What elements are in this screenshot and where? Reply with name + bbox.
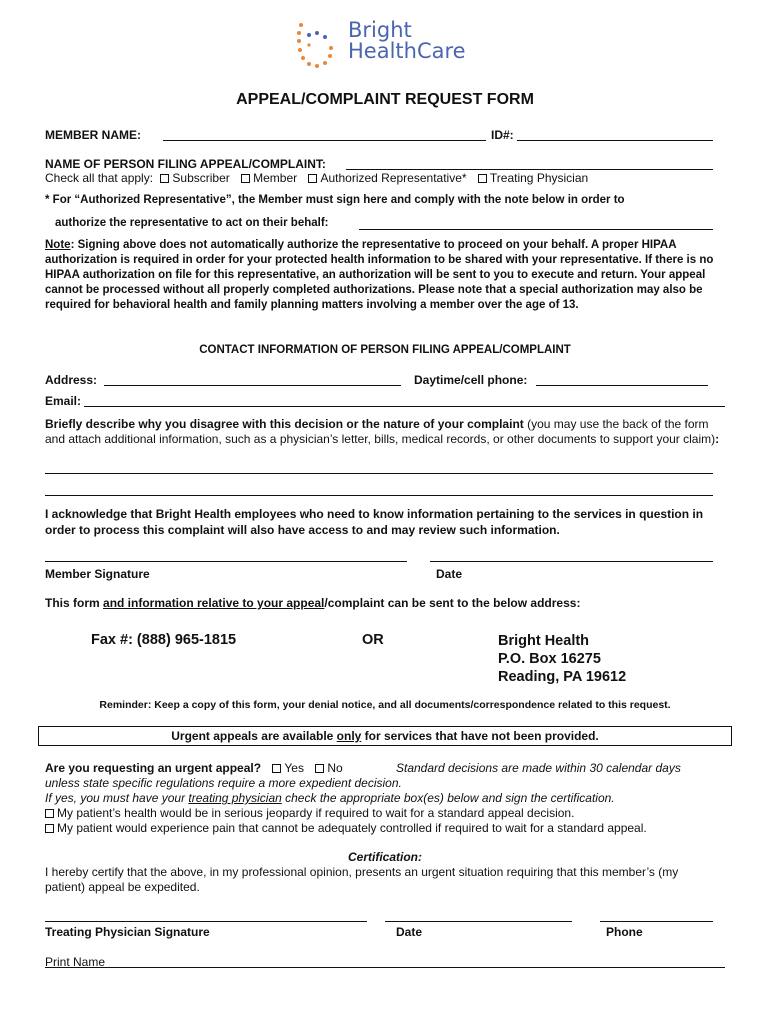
authorize-label: authorize the representative to act on their behalf: — [55, 217, 329, 229]
note-paragraph — [45, 238, 725, 313]
send-part1: This form — [45, 596, 104, 610]
certification-heading: Certification: — [347, 850, 422, 864]
checkbox-yes[interactable] — [272, 764, 281, 773]
send-instruction — [45, 596, 580, 610]
member-date-label: Date — [436, 567, 463, 581]
member-signature-field[interactable] — [45, 561, 407, 562]
urgent-question: Are you requesting an urgent appeal? — [45, 761, 262, 775]
urgent-option-2 — [45, 821, 647, 835]
member-name-field[interactable] — [163, 140, 486, 141]
option-member: Member — [253, 171, 298, 185]
logo-mark — [296, 22, 334, 68]
filer-checkboxes — [45, 171, 588, 185]
address-line-1: Bright Health — [498, 633, 590, 649]
physician-date-field[interactable] — [385, 921, 572, 922]
checkbox-pain[interactable] — [45, 824, 54, 833]
address-line-2: P.O. Box 16275 — [498, 651, 601, 667]
send-part3: /complaint can be sent to the below address: — [324, 596, 581, 610]
urgent-option-1 — [45, 806, 574, 820]
member-id-label: ID#: — [491, 128, 514, 142]
option-subscriber: Subscriber — [172, 171, 230, 185]
phone-label: Daytime/cell phone: — [414, 373, 528, 387]
physician-phone-label: Phone — [606, 925, 643, 939]
describe-bold: Briefly describe why you disagree with this decision or the nature of your complaint — [45, 417, 524, 431]
email-label: Email: — [45, 394, 82, 408]
check-all-label: Check all that apply: — [45, 171, 154, 185]
member-signature-label: Member Signature — [45, 567, 150, 581]
describe-end: : — [715, 432, 720, 446]
option-pain: My patient would experience pain that cannot be adequately controlled if required to wait for a standard appeal. — [57, 821, 647, 835]
reminder-text: Reminder: Keep a copy of this form, your denial notice, and all documents/correspondence related to this request. — [99, 699, 671, 711]
ifyes-part1: If yes, you must have your — [45, 791, 189, 805]
checkbox-subscriber[interactable] — [160, 174, 169, 183]
contact-heading: CONTACT INFORMATION OF PERSON FILING APPEAL/COMPLAINT — [199, 344, 571, 356]
phone-field[interactable] — [536, 385, 708, 386]
member-name-label: MEMBER NAME: — [45, 128, 141, 142]
or-label: OR — [362, 632, 384, 648]
urgent-notice-box — [38, 726, 732, 746]
filer-name-field[interactable] — [346, 169, 713, 170]
option-jeopardy: My patient’s health would be in serious jeopardy if required to wait for a standard appeal decision. — [57, 806, 575, 820]
authorized-rep-signature-field[interactable] — [359, 229, 713, 230]
describe-paragraph — [45, 417, 725, 447]
option-treating-physician: Treating Physician — [489, 171, 589, 185]
checkbox-jeopardy[interactable] — [45, 809, 54, 818]
describe-line-1[interactable] — [45, 473, 713, 474]
address-label: Address: — [45, 373, 98, 387]
no-label: No — [327, 761, 343, 775]
fax-number: Fax #: (888) 965-1815 — [91, 632, 237, 648]
standard-decision-text-1: Standard decisions are made within 30 calendar days — [396, 761, 681, 775]
ifyes-part2: treating physician — [188, 791, 282, 805]
print-name-label: Print Name — [45, 955, 106, 969]
checkbox-treating-physician[interactable] — [478, 174, 487, 183]
urgent-question-row — [45, 761, 343, 775]
urgent-part3: for services that have not been provided. — [361, 729, 599, 743]
logo-line1: Bright — [348, 18, 412, 42]
mailing-address — [498, 632, 626, 686]
address-field[interactable] — [104, 385, 401, 386]
physician-signature-field[interactable] — [45, 921, 367, 922]
standard-decision-text-2: unless state specific regulations require a more expedient decision. — [45, 776, 402, 790]
checkbox-authorized-representative[interactable] — [308, 174, 317, 183]
ifyes-instruction — [45, 791, 615, 805]
email-field[interactable] — [84, 406, 725, 407]
print-name-field[interactable] — [45, 967, 725, 968]
page-title: APPEAL/COMPLAINT REQUEST FORM — [236, 91, 534, 108]
logo-line2: HealthCare — [348, 39, 466, 63]
physician-phone-field[interactable] — [600, 921, 713, 922]
member-id-field[interactable] — [517, 140, 713, 141]
note-text: : Signing above does not automatically authorize the representative to proceed on your behalf. A proper HIPAA authorization is required in order for your protected health information to be shared with your representative. If there is no HIPAA authorization on file for this representative, an authorization will be sent to you to execute and return. Your appeal cannot be processed without all properly completed authorizations. Please note that a special authorization may also be required for behavioral health and family planning matters involving a member over the age of 13. — [45, 239, 714, 311]
physician-date-label: Date — [396, 925, 423, 939]
checkbox-member[interactable] — [241, 174, 250, 183]
address-line-3: Reading, PA 19612 — [498, 669, 627, 685]
checkbox-no[interactable] — [315, 764, 324, 773]
ifyes-part3: check the appropriate box(es) below and sign the certification. — [281, 791, 615, 805]
authorized-rep-instruction: * For “Authorized Representative”, the Member must sign here and comply with the note below in order to — [45, 194, 625, 206]
urgent-part2: only — [336, 729, 362, 743]
yes-label: Yes — [284, 761, 304, 775]
physician-signature-label: Treating Physician Signature — [45, 925, 210, 939]
acknowledge-paragraph: I acknowledge that Bright Health employees who need to know information pertaining to the services in question in order to process this complaint will also have access to and may review such information. — [45, 507, 704, 537]
filer-name-label: NAME OF PERSON FILING APPEAL/COMPLAINT: — [45, 157, 326, 171]
describe-normal: (you may use the back of the form and attach additional information, such as a physician’s letter, bills, medical records, or other documents to support your claim) — [45, 417, 716, 446]
note-label: Note — [45, 239, 71, 251]
certification-text: I hereby certify that the above, in my professional opinion, presents an urgent situation requiring that this member’s (my patient) appeal be expedited. — [45, 865, 679, 894]
option-authorized-representative: Authorized Representative* — [320, 171, 467, 185]
describe-line-2[interactable] — [45, 495, 713, 496]
member-date-field[interactable] — [430, 561, 713, 562]
urgent-part1: Urgent appeals are available — [171, 729, 337, 743]
send-part2: and information relative to your appeal — [103, 596, 325, 610]
logo — [348, 20, 466, 62]
